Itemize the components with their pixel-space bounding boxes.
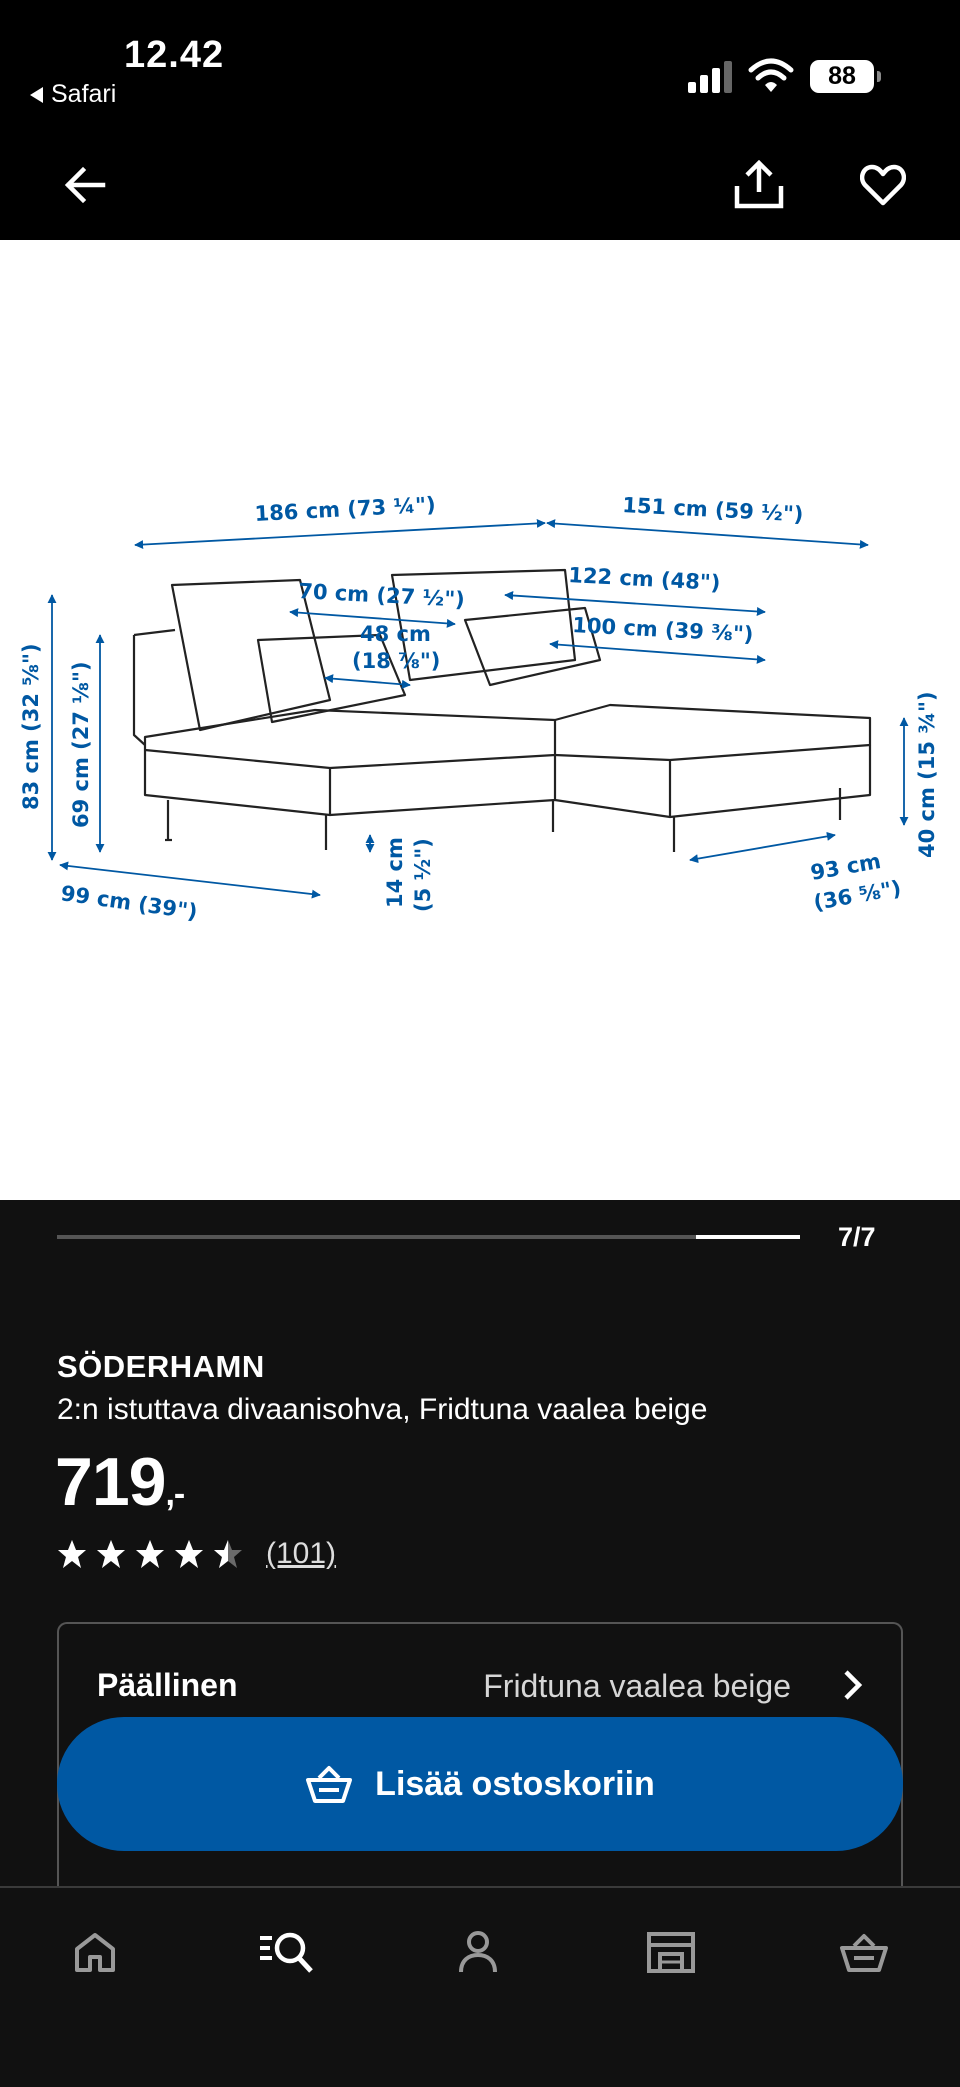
star-icon [174,1539,204,1569]
rating-stars [57,1539,243,1569]
heart-icon [860,164,906,206]
home-icon [73,1931,117,1973]
arrow-left-icon [63,165,107,205]
nav-home[interactable] [65,1922,125,1982]
dim-chaise-seat-length: 122 cm (48") [567,563,721,595]
star-icon [96,1539,126,1569]
share-icon [732,160,786,210]
chevron-right-icon[interactable] [837,1668,867,1702]
dim-seat-height: 40 cm (15 ¾") [915,691,939,858]
star-icon [213,1539,243,1569]
product-price [55,1443,184,1521]
back-app-label: Safari [51,80,117,108]
share-button[interactable] [726,152,792,218]
cellular-signal-icon [688,60,732,94]
dim-height-total: 83 cm (32 ⅝") [19,643,43,810]
basket-icon [839,1931,889,1973]
dim-seat-depth-value: 48 cm [360,622,431,646]
back-button[interactable] [52,152,118,218]
dim-chaise-seat-depth: 100 cm (39 ⅜") [571,613,754,647]
bottom-navigation [0,1886,960,2087]
gallery-count: 7/7 [838,1222,876,1252]
nav-store[interactable] [641,1922,701,1982]
dim-seat-width: 70 cm (27 ½") [297,579,466,612]
option-label: Päällinen [97,1667,238,1703]
dim-leg-height-value: 14 cm [383,837,407,908]
battery-indicator: 88 [810,60,874,93]
back-triangle-icon [30,87,43,103]
price-suffix: ,- [165,1475,185,1513]
dim-height-back: 69 cm (27 ⅛") [69,661,93,828]
basket-icon [305,1764,353,1804]
option-value[interactable]: Fridtuna vaalea beige [483,1668,791,1704]
review-count-link[interactable]: (101) [266,1537,337,1570]
product-rating[interactable] [57,1537,336,1571]
search-icon [258,1930,314,1974]
profile-icon [456,1930,500,1974]
back-to-safari[interactable] [30,80,116,109]
dim-leg-height-inch: (5 ½") [411,838,435,912]
add-to-cart-label: Lisää ostoskoriin [375,1764,655,1803]
star-icon [57,1539,87,1569]
dim-chaise-width-inch: (36 ⅝") [811,875,903,915]
nav-profile[interactable] [448,1922,508,1982]
star-icon [135,1539,165,1569]
wifi-icon [748,58,794,94]
product-description: 2:n istuttava divaanisohva, Fridtuna vaalea beige [57,1393,708,1426]
store-icon [646,1930,696,1974]
dim-chaise-length: 151 cm (59 ½") [621,493,804,527]
status-time: 12.42 [124,34,225,76]
dim-width-total: 186 cm (73 ¼") [254,492,437,526]
product-image[interactable] [0,240,960,1200]
nav-cart[interactable] [834,1922,894,1982]
dimension-drawing [0,240,960,1200]
gallery-progress-fill [696,1235,800,1239]
dim-chaise-width-value: 93 cm [808,848,883,885]
nav-search[interactable] [256,1922,316,1982]
status-bar [0,0,960,130]
product-name: SÖDERHAMN [57,1349,265,1384]
dim-seat-depth-inch: (18 ⅞") [352,649,441,673]
gallery-progress-bar [57,1235,800,1239]
favorite-button[interactable] [850,152,916,218]
dim-depth: 99 cm (39") [59,881,199,925]
app-header [0,130,960,240]
add-to-cart-button[interactable] [57,1717,903,1851]
price-value: 719 [55,1444,166,1520]
